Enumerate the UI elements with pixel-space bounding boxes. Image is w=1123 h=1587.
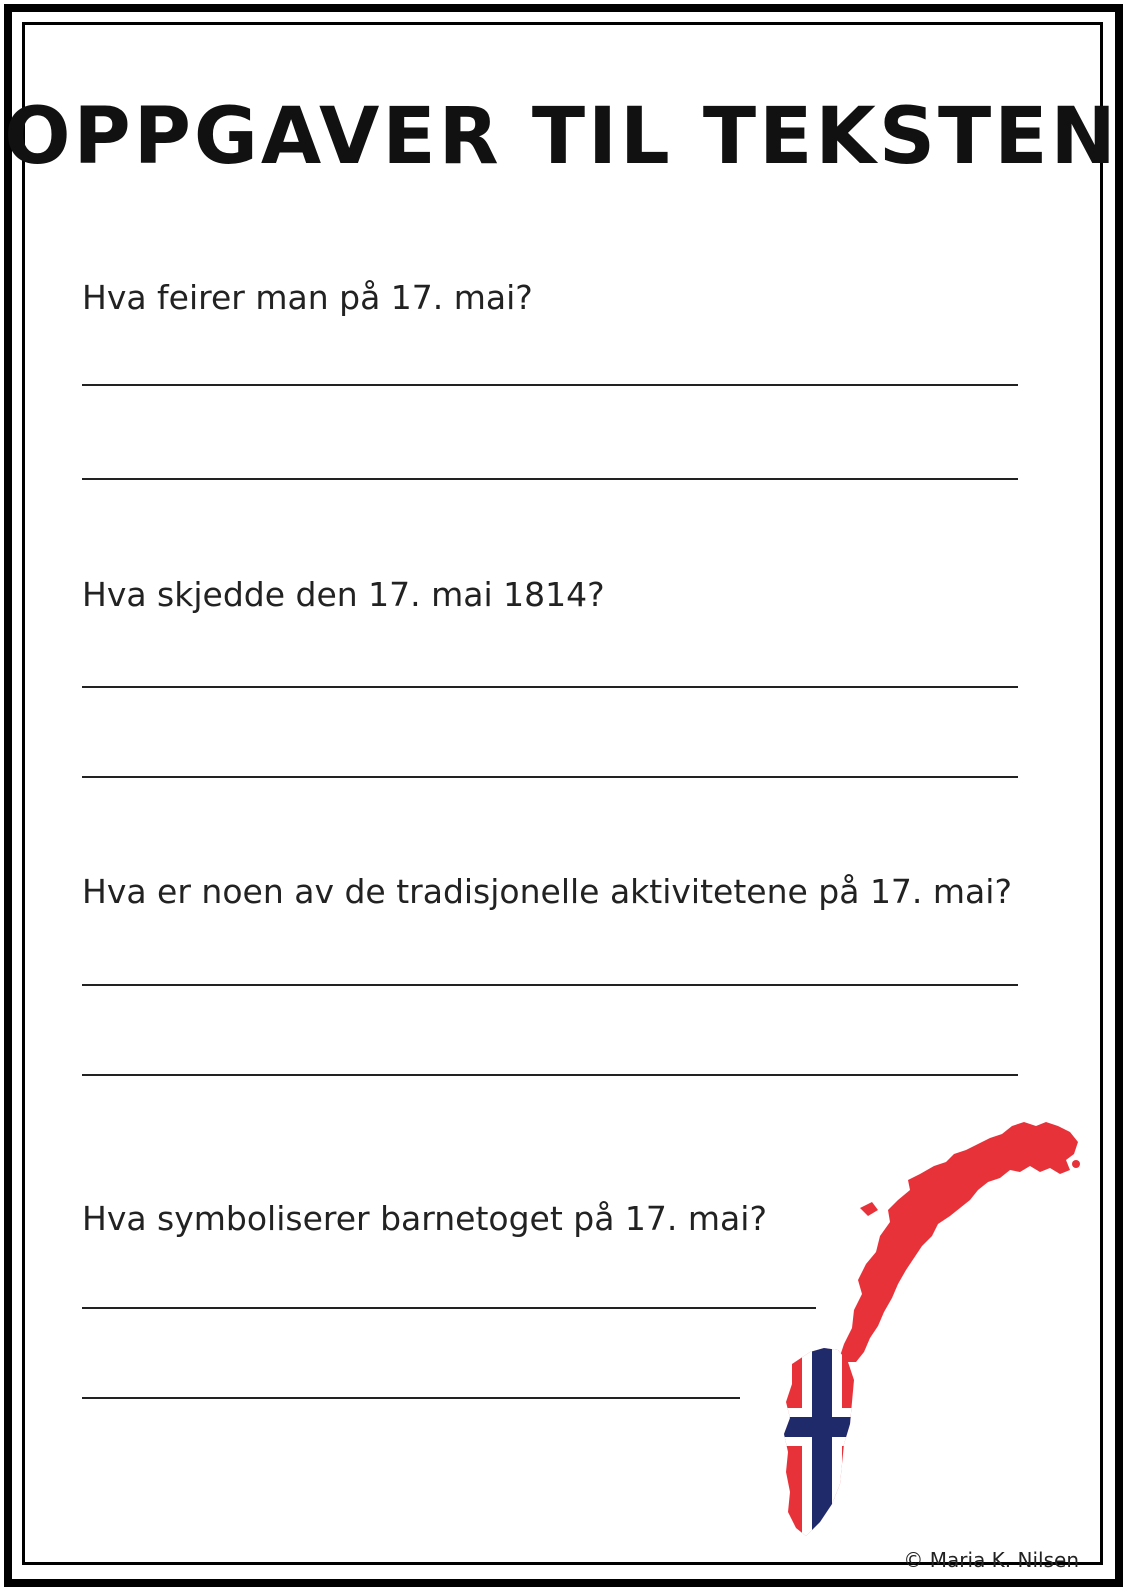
answer-line[interactable] bbox=[82, 384, 1018, 386]
answer-line[interactable] bbox=[82, 1307, 816, 1309]
norway-north-shape bbox=[838, 1122, 1078, 1362]
answer-line[interactable] bbox=[82, 1397, 740, 1399]
question-1: Hva feirer man på 17. mai? bbox=[82, 278, 533, 317]
copyright-credit: © Maria K. Nilsen bbox=[903, 1548, 1079, 1572]
question-3: Hva er noen av de tradisjonelle aktivitetene på 17. mai? bbox=[82, 872, 1012, 911]
page-title: OPPGAVER TIL TEKSTEN bbox=[4, 92, 1119, 182]
answer-line[interactable] bbox=[82, 984, 1018, 986]
answer-line[interactable] bbox=[82, 776, 1018, 778]
answer-line[interactable] bbox=[82, 686, 1018, 688]
answer-line[interactable] bbox=[82, 1074, 1018, 1076]
norway-flag-map-icon bbox=[740, 1112, 1085, 1552]
answer-line[interactable] bbox=[82, 478, 1018, 480]
question-4: Hva symboliserer barnetoget på 17. mai? bbox=[82, 1199, 767, 1238]
question-2: Hva skjedde den 17. mai 1814? bbox=[82, 575, 605, 614]
